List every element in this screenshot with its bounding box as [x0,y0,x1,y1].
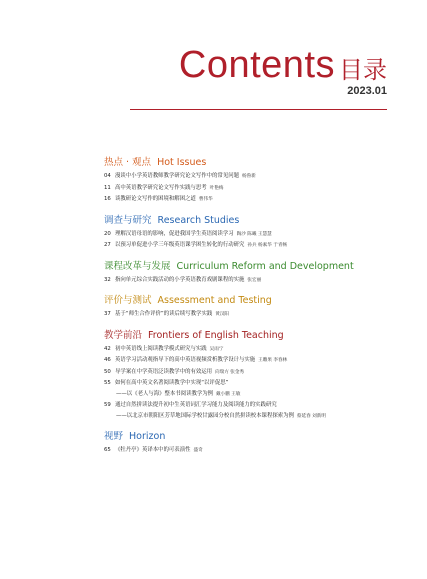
section-heading [104,430,404,443]
article-title: 如何在高中英文名著阅读教学中实现“以评促思” [115,380,229,386]
article-title: 以预习单促进小学三年级英语课学困生转化的行动研究 [115,242,245,248]
article-author: 孙兵 杨素华 于青畅 [247,243,288,248]
page-number: 11 [104,184,111,191]
article-title: ——以北京市朝阳区芳草地国际学校甘露园分校自然拼读校本课程探索为例 [116,412,294,419]
header-rule [130,109,387,110]
section-title-en: Assessment and Testing [157,295,272,306]
section-title-zh: 评价与测试 [104,295,152,306]
page-number: 27 [104,242,111,248]
toc-section [104,430,404,457]
toc-section [104,214,404,252]
article-entry[interactable] [104,183,404,195]
section-heading [104,214,404,227]
article-entry[interactable] [104,378,404,389]
article-entry[interactable] [104,309,404,321]
article-title: 漫谈中小学英语教师教学研究论文写作中的常见问题 [115,173,239,179]
article-subtitle[interactable] [104,411,404,423]
article-author: 杨鲁新 [242,174,256,179]
contents-header [179,46,387,97]
section-title-en: Curriculum Reform and Development [176,260,354,272]
page-number: 37 [104,311,111,317]
article-entry[interactable] [104,355,404,367]
page-number: 65 [104,447,111,453]
section-title-zh: 热点 · 观点 [104,157,152,168]
article-author: 向瑞方 张金秀 [215,369,245,375]
section-title-zh: 课程改革与发展 [104,260,171,272]
page-number: 59 [104,402,111,408]
section-title-en: Horizon [129,431,166,442]
article-title: 《牡丹亭》英译本中的可表演性 [115,447,191,453]
section-heading [104,260,404,273]
article-entry[interactable] [104,194,404,206]
toc-section [104,329,404,423]
article-title: 高中英语教学研究论文写作实践与思考 [115,184,207,191]
section-title-zh: 教学前沿 [104,329,143,341]
section-heading [104,329,404,342]
article-entry[interactable] [104,367,404,379]
article-title: 初中英语线上阅读教学模式研究与实践 [115,345,207,352]
article-author: 戴小鹏 王敏 [216,391,241,397]
toc-section [104,260,404,287]
article-title: 指向单元综合实践活动的小学英语教育戏剧课程的实施 [115,276,245,283]
section-title-zh: 视野 [104,431,124,442]
article-title: 谈教研论文写作的困境和解困之道 [115,196,196,202]
article-title: 理解汉语母语的影响，促进我国学生英语阅读学习 [115,230,234,237]
section-heading [104,156,404,169]
article-entry[interactable] [104,445,404,457]
table-of-contents [104,156,404,465]
article-entry[interactable] [104,344,404,356]
article-author: 吴雨宁 [209,346,224,352]
page-title-zh: 目录 [339,56,387,84]
article-title: ——以《老人与海》整本书阅读教学为例 [116,390,214,397]
section-title-en: Research Studies [157,214,240,226]
page-number: 20 [104,230,111,237]
page-number: 16 [104,196,111,202]
article-entry[interactable] [104,171,404,183]
article-author: 黄汉阳 [215,312,230,317]
article-entry[interactable] [104,240,404,252]
article-entry[interactable] [104,275,404,287]
article-author: 曹伟华 [198,197,213,202]
title-row [179,46,387,84]
toc-section [104,156,404,206]
page-number: 50 [104,368,111,375]
article-author: 叶艳梅 [209,185,224,191]
section-title-zh: 调查与研究 [104,214,152,226]
page-number: 32 [104,276,111,283]
issue-number: 2023.01 [347,85,387,97]
article-entry[interactable] [104,229,404,241]
article-title: 英语学习活动观指导下的高中英语视频赏析教学设计与实施 [115,357,256,363]
page-number: 55 [104,380,111,386]
page-number: 42 [104,345,111,352]
page-number: 46 [104,357,111,363]
page-number: 04 [104,173,111,179]
article-author: 盛奇 [193,448,203,453]
article-entry[interactable] [104,400,404,411]
article-title: 基于“师生合作评价”的读后续写教学实践 [115,311,213,317]
article-title: 导学案在中学英语泛读教学中的有效运用 [115,368,213,375]
article-title: 通过自然拼读法提升初中生英语词汇学习能力及阅读能力的实践研究 [115,402,277,408]
article-author: 王雕果 李春林 [258,358,288,363]
article-author: 蔡延春 刘新明 [296,413,326,419]
section-title-en: Hot Issues [157,157,207,168]
section-heading [104,294,404,307]
article-subtitle[interactable] [104,389,404,401]
article-author: 张宏丽 [247,277,262,283]
article-author: 陶沙 陈曦 王慧慧 [236,231,272,237]
toc-section [104,294,404,321]
page-title-en: Contents [178,44,335,86]
section-title-en: Frontiers of English Teaching [148,329,284,341]
